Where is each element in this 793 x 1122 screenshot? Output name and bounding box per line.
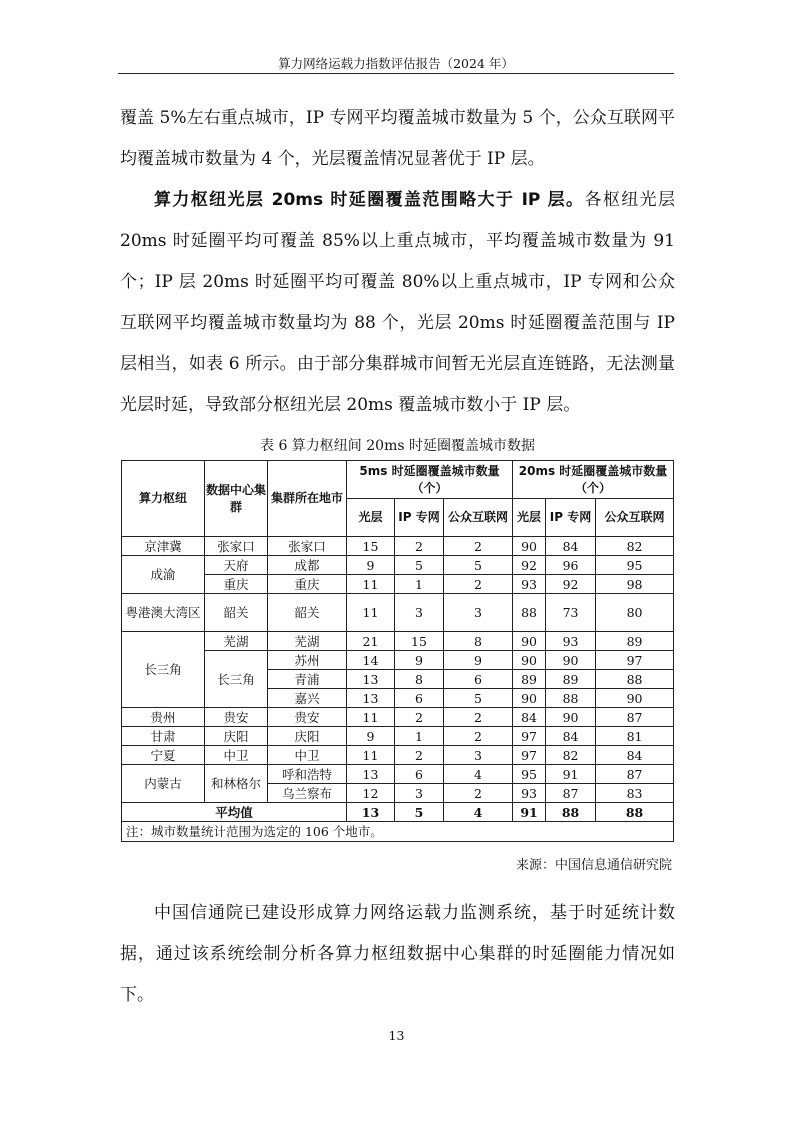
source-line: 来源：中国信息通信研究院 (515, 858, 672, 873)
cell-value: 84 (596, 746, 674, 765)
header-5ms-public: 公众互联网 (444, 499, 513, 537)
cell-city: 嘉兴 (268, 689, 347, 708)
cell-hub: 粤港澳大湾区 (122, 594, 205, 632)
cell-value: 4 (444, 765, 513, 784)
cell-value: 6 (395, 689, 444, 708)
cell-value: 90 (546, 708, 596, 727)
table-row (122, 765, 674, 784)
cell-value: 90 (513, 632, 546, 651)
table-row (122, 537, 674, 556)
cell-city: 韶关 (268, 594, 347, 632)
cell-value: 95 (513, 765, 546, 784)
table-caption: 表 6 算力枢纽间 20ms 时延圈覆盖城市数据 (260, 438, 535, 454)
cell-value: 8 (444, 632, 513, 651)
cell-value: 9 (347, 727, 395, 746)
cell-value: 11 (347, 708, 395, 727)
note-row (122, 822, 674, 842)
cell-hub: 成渝 (122, 556, 205, 594)
header-divider (118, 73, 674, 74)
cell-city: 贵安 (268, 708, 347, 727)
coverage-table (121, 460, 674, 842)
cell-hub: 长三角 (122, 632, 205, 708)
table-row (122, 727, 674, 746)
cell-hub: 宁夏 (122, 746, 205, 765)
cell-value: 2 (395, 746, 444, 765)
table-row (122, 708, 674, 727)
cell-value: 11 (347, 575, 395, 594)
cell-city: 庆阳 (268, 727, 347, 746)
cell-city: 张家口 (268, 537, 347, 556)
cell-city: 芜湖 (268, 632, 347, 651)
cell-value: 97 (513, 727, 546, 746)
running-header: 算力网络运载力指数评估报告（2024 年） (278, 56, 514, 71)
cell-value: 2 (395, 708, 444, 727)
cell-value: 2 (444, 727, 513, 746)
cell-value: 96 (546, 556, 596, 575)
cell-cluster: 天府 (205, 556, 268, 575)
cell-city: 成都 (268, 556, 347, 575)
cell-value: 92 (513, 556, 546, 575)
cell-value: 90 (513, 689, 546, 708)
table-note: 注：城市数量统计范围为选定的 106 个地市。 (122, 822, 674, 842)
cell-value: 2 (444, 784, 513, 803)
cell-city: 青浦 (268, 670, 347, 689)
paragraph-2 (120, 180, 675, 426)
cell-city: 中卫 (268, 746, 347, 765)
cell-value: 2 (395, 537, 444, 556)
cell-cluster: 芜湖 (205, 632, 268, 651)
cell-value: 90 (596, 689, 674, 708)
cell-value: 89 (546, 670, 596, 689)
cell-city: 重庆 (268, 575, 347, 594)
cell-value: 2 (444, 575, 513, 594)
cell-city: 呼和浩特 (268, 765, 347, 784)
cell-value: 93 (513, 784, 546, 803)
cell-value: 80 (596, 594, 674, 632)
cell-value: 3 (395, 784, 444, 803)
cell-value: 88 (546, 689, 596, 708)
cell-value: 11 (347, 594, 395, 632)
cell-hub: 内蒙古 (122, 765, 205, 803)
cell-value: 82 (596, 537, 674, 556)
cell-value: 97 (513, 746, 546, 765)
paragraph-2-body: 各枢纽光层 20ms 时延圈平均可覆盖 85%以上重点城市，平均覆盖城市数量为 91 个；IP 层 20ms 时延圈平均可覆盖 80%以上重点城市，IP 专网和公众互联网平均覆盖城市数量均为 88 个，光层 20ms 时延圈覆盖范围与 IP 层相当，如表 6 所示。由于部分集群城市间暂无光层直连链路，无法测量光层时延，导致部分枢纽光层 20ms 覆盖城市数小于 IP 层。 (120, 190, 675, 415)
average-value: 88 (596, 803, 674, 822)
cell-value: 82 (546, 746, 596, 765)
header-20ms-public: 公众互联网 (596, 499, 674, 537)
cell-city: 乌兰察布 (268, 784, 347, 803)
cell-value: 3 (395, 594, 444, 632)
cell-value: 95 (596, 556, 674, 575)
cell-value: 3 (444, 746, 513, 765)
cell-cluster: 贵安 (205, 708, 268, 727)
table-row (122, 556, 674, 575)
table-row (122, 632, 674, 651)
average-value: 4 (444, 803, 513, 822)
cell-value: 73 (546, 594, 596, 632)
cell-value: 90 (513, 651, 546, 670)
header-hub: 算力枢纽 (122, 461, 205, 537)
cell-cluster: 长三角 (205, 651, 268, 708)
cell-cluster: 和林格尔 (205, 765, 268, 803)
paragraph-1: 覆盖 5%左右重点城市，IP 专网平均覆盖城市数量为 5 个，公众互联网平均覆盖城市数量为 4 个，光层覆盖情况显著优于 IP 层。 (120, 108, 675, 169)
cell-value: 84 (513, 708, 546, 727)
table-row (122, 575, 674, 594)
cell-hub: 贵州 (122, 708, 205, 727)
cell-value: 89 (513, 670, 546, 689)
cell-value: 87 (596, 708, 674, 727)
cell-value: 15 (395, 632, 444, 651)
header-city: 集群所在地市 (268, 461, 347, 537)
cell-value: 3 (444, 594, 513, 632)
cell-value: 6 (444, 670, 513, 689)
cell-value: 5 (395, 556, 444, 575)
cell-value: 93 (513, 575, 546, 594)
cell-value: 88 (596, 670, 674, 689)
table-row (122, 651, 674, 670)
cell-value: 97 (596, 651, 674, 670)
cell-value: 90 (546, 651, 596, 670)
cell-value: 13 (347, 670, 395, 689)
header-5ms-optical: 光层 (347, 499, 395, 537)
cell-value: 93 (546, 632, 596, 651)
cell-value: 1 (395, 575, 444, 594)
cell-hub: 甘肃 (122, 727, 205, 746)
cell-value: 9 (347, 556, 395, 575)
cell-value: 13 (347, 765, 395, 784)
cell-value: 15 (347, 537, 395, 556)
header-20ms-group: 20ms 时延圈覆盖城市数量（个） (513, 461, 674, 499)
cell-value: 1 (395, 727, 444, 746)
cell-cluster: 张家口 (205, 537, 268, 556)
average-value: 91 (513, 803, 546, 822)
cell-value: 5 (444, 556, 513, 575)
cell-cluster: 庆阳 (205, 727, 268, 746)
average-value: 88 (546, 803, 596, 822)
cell-cluster: 韶关 (205, 594, 268, 632)
table-row (122, 594, 674, 632)
cell-value: 21 (347, 632, 395, 651)
paragraph-2-lead: 算力枢纽光层 20ms 时延圈覆盖范围略大于 IP 层。 (154, 190, 585, 210)
cell-value: 2 (444, 708, 513, 727)
cell-value: 2 (444, 537, 513, 556)
cell-value: 81 (596, 727, 674, 746)
cell-cluster: 中卫 (205, 746, 268, 765)
cell-value: 12 (347, 784, 395, 803)
cell-value: 90 (513, 537, 546, 556)
cell-value: 84 (546, 727, 596, 746)
header-20ms-optical: 光层 (513, 499, 546, 537)
cell-value: 9 (395, 651, 444, 670)
cell-value: 11 (347, 746, 395, 765)
cell-value: 83 (596, 784, 674, 803)
cell-value: 8 (395, 670, 444, 689)
cell-value: 87 (596, 765, 674, 784)
cell-hub: 京津冀 (122, 537, 205, 556)
cell-value: 84 (546, 537, 596, 556)
header-dc-cluster: 数据中心集群 (205, 461, 268, 537)
header-20ms-ip-private: IP 专网 (546, 499, 596, 537)
header-5ms-group: 5ms 时延圈覆盖城市数量（个） (347, 461, 513, 499)
cell-value: 13 (347, 689, 395, 708)
cell-value: 98 (596, 575, 674, 594)
cell-value: 14 (347, 651, 395, 670)
average-value: 13 (347, 803, 395, 822)
paragraph-3: 中国信通院已建设形成算力网络运载力监测系统，基于时延统计数据，通过该系统绘制分析各算力枢纽数据中心集群的时延圈能力情况如下。 (120, 903, 675, 1005)
table-row (122, 746, 674, 765)
cell-value: 6 (395, 765, 444, 784)
average-row (122, 803, 674, 822)
cell-value: 9 (444, 651, 513, 670)
cell-value: 87 (546, 784, 596, 803)
cell-value: 5 (444, 689, 513, 708)
average-value: 5 (395, 803, 444, 822)
cell-city: 苏州 (268, 651, 347, 670)
cell-cluster: 重庆 (205, 575, 268, 594)
header-5ms-ip-private: IP 专网 (395, 499, 444, 537)
cell-value: 89 (596, 632, 674, 651)
average-label: 平均值 (122, 803, 347, 822)
cell-value: 88 (513, 594, 546, 632)
page-number: 13 (388, 1028, 405, 1043)
cell-value: 92 (546, 575, 596, 594)
cell-value: 91 (546, 765, 596, 784)
